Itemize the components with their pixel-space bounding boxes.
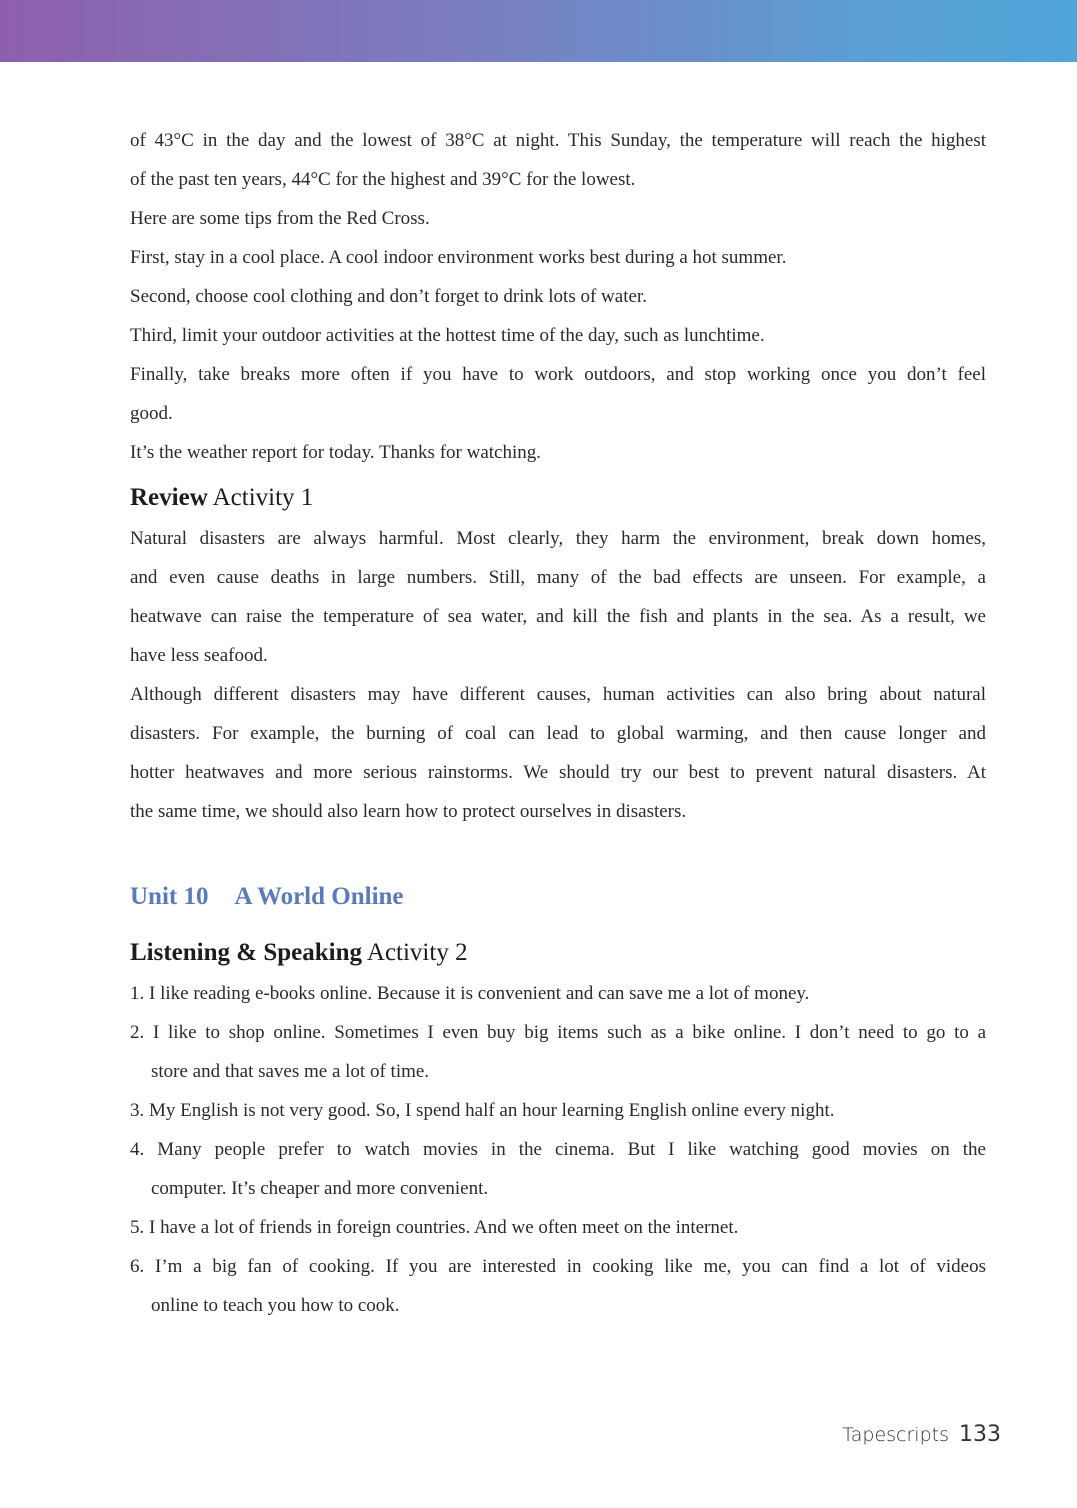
text-line: Although different disasters may have different causes, human activities can also bring about natural [130, 684, 986, 705]
text-line: and even cause deaths in large numbers. Still, many of the bad effects are unseen. For example, a [130, 567, 986, 588]
text-line: of 43°C in the day and the lowest of 38°C at night. This Sunday, the temperature will reach the highest [130, 130, 986, 151]
list-item: 2. I like to shop online. Sometimes I even buy big items such as a bike online. I don’t need to go to a [130, 1022, 986, 1043]
list-item: 3. My English is not very good. So, I spend half an hour learning English online every night. [130, 1100, 835, 1121]
text-line: First, stay in a cool place. A cool indoor environment works best during a hot summer. [130, 247, 787, 268]
list-item: 4. Many people prefer to watch movies in the cinema. But I like watching good movies on the [130, 1139, 986, 1160]
list-item: 6. I’m a big fan of cooking. If you are interested in cooking like me, you can find a lot of videos [130, 1256, 986, 1277]
review-heading [130, 483, 986, 513]
list-item-continuation: computer. It’s cheaper and more convenient. [151, 1178, 489, 1199]
weather-report-section [130, 121, 986, 472]
review-heading-rest: Activity 1 [207, 484, 314, 511]
list-item-continuation: online to teach you how to cook. [151, 1295, 400, 1316]
unit-number: Unit 10 [130, 883, 209, 910]
list-item: 5. I have a lot of friends in foreign countries. And we often meet on the internet. [130, 1217, 739, 1238]
unit-heading [130, 882, 986, 912]
text-line: It’s the weather report for today. Thanks for watching. [130, 442, 542, 463]
list-item-continuation: store and that saves me a lot of time. [151, 1061, 430, 1082]
text-line: disasters. For example, the burning of coal can lead to global warming, and then cause longer and [130, 723, 986, 744]
text-line: the same time, we should also learn how to protect ourselves in disasters. [130, 801, 687, 822]
text-line: Natural disasters are always harmful. Most clearly, they harm the environment, break down homes, [130, 528, 986, 549]
text-line: heatwave can raise the temperature of sea water, and kill the fish and plants in the sea. As a result, we [130, 606, 986, 627]
page-number: 133 [959, 1422, 1001, 1447]
text-line: good. [130, 403, 173, 424]
unit-title: A World Online [234, 883, 404, 910]
listening-heading-rest: Activity 2 [362, 939, 468, 966]
header-color-band [0, 0, 1077, 62]
text-line: hotter heatwaves and more serious rainstorms. We should try our best to prevent natural disasters. At [130, 762, 986, 783]
list-item: 1. I like reading e-books online. Because it is convenient and can save me a lot of money. [130, 983, 810, 1004]
page-body [130, 121, 986, 1325]
text-line: Third, limit your outdoor activities at the hottest time of the day, such as lunchtime. [130, 325, 765, 346]
page-footer [842, 1422, 1001, 1447]
listening-heading-bold: Listening & Speaking [130, 939, 363, 966]
text-line: have less seafood. [130, 645, 268, 666]
text-line: Finally, take breaks more often if you have to work outdoors, and stop working once you don’t feel [130, 364, 986, 385]
listening-section [130, 938, 986, 1325]
listening-heading [130, 938, 986, 968]
text-line: Second, choose cool clothing and don’t forget to drink lots of water. [130, 286, 647, 307]
text-line: Here are some tips from the Red Cross. [130, 208, 430, 229]
review-section [130, 483, 986, 831]
footer-section-label: Tapescripts [842, 1424, 949, 1446]
text-line: of the past ten years, 44°C for the highest and 39°C for the lowest. [130, 169, 636, 190]
review-heading-bold: Review [130, 484, 208, 511]
